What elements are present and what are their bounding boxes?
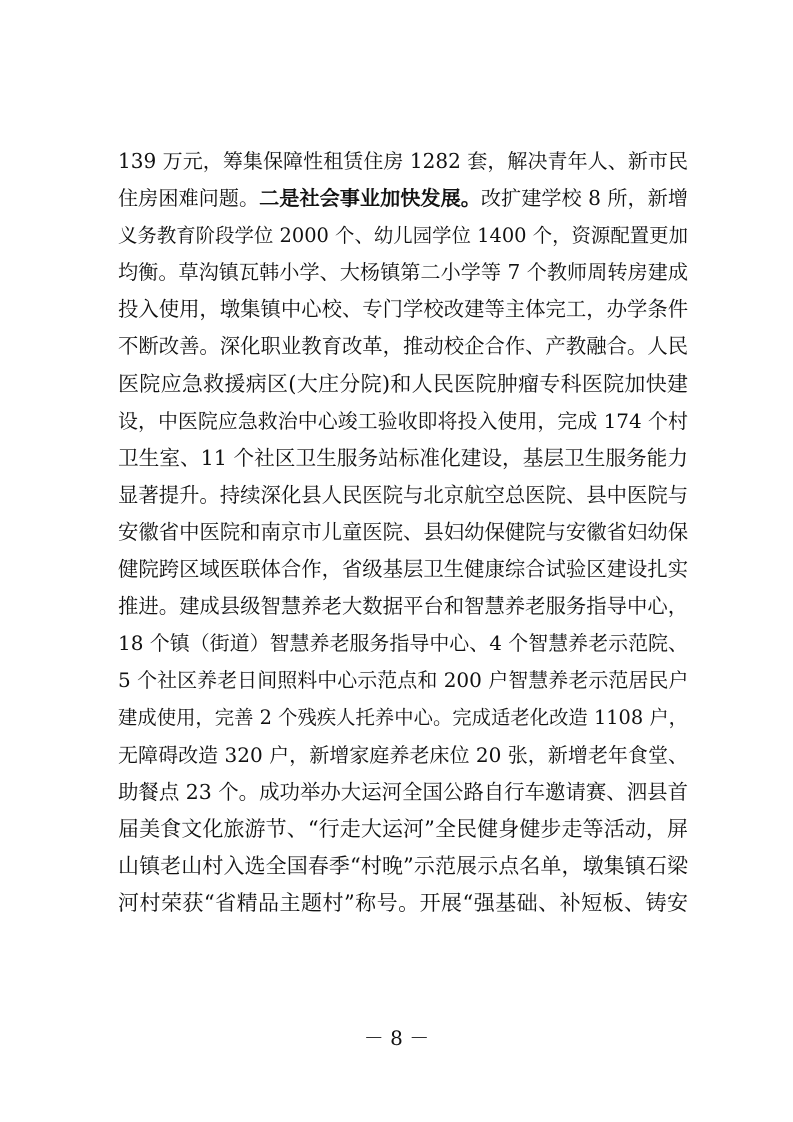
text-line: 5 个社区养老日间照料中心示范点和 200 户智慧养老示范居民户 (118, 668, 689, 693)
text-line: 医院应急救援病区(大庄分院)和人民医院肿瘤专科医院加快建 (118, 371, 688, 396)
text-line: 山镇老山村入选全国春季“村晚”示范展示点名单，墩集镇石梁 (118, 853, 688, 878)
text-line: 卫生室、11 个社区卫生服务站标准化建设，基层卫生服务能力 (118, 445, 688, 470)
text-line: 设，中医院应急救治中心竣工验收即将投入使用，完成 174 个村 (118, 408, 688, 433)
text-line: 不断改善。深化职业教育改革，推动校企合作、产教融合。人民 (118, 334, 689, 359)
body-paragraph (118, 143, 688, 922)
bold-heading-run: 二是社会事业加快发展。 (259, 186, 481, 211)
text-line: 18 个镇（街道）智慧养老服务指导中心、4 个智慧养老示范院、 (118, 631, 688, 656)
page-number: － 8 － (363, 1026, 430, 1050)
text-line (118, 180, 688, 217)
text-run: 改扩建学校 8 所，新增 (480, 186, 688, 211)
text-line: 显著提升。持续深化县人民医院与北京航空总医院、县中医院与 (118, 482, 689, 507)
text-line: 安徽省中医院和南京市儿童医院、县妇幼保健院与安徽省妇幼保 (118, 519, 689, 544)
text-line: 均衡。草沟镇瓦韩小学、大杨镇第二小学等 7 个教师周转房建成 (118, 260, 688, 285)
text-run: 住房困难问题。 (118, 186, 260, 211)
text-line: 助餐点 23 个。成功举办大运河全国公路自行车邀请赛、泗县首 (118, 779, 688, 804)
text-line: 139 万元，筹集保障性租赁住房 1282 套，解决青年人、新市民 (118, 149, 688, 173)
text-line: 义务教育阶段学位 2000 个、幼儿园学位 1400 个，资源配置更加 (118, 224, 688, 248)
text-line: 建成使用，完善 2 个残疾人托养中心。完成适老化改造 1108 户， (118, 706, 688, 730)
text-line: 健院跨区域医联体合作，省级基层卫生健康综合试验区建设扎实 (118, 557, 689, 582)
text-line: 河村荣获“省精品主题村”称号。开展“强基础、补短板、铸安 (118, 890, 688, 915)
text-line: 届美食文化旅游节、“行走大运河”全民健身健步走等活动，屏 (118, 816, 688, 841)
text-line: 投入使用，墩集镇中心校、专门学校改建等主体完工，办学条件 (118, 297, 689, 322)
text-line: 推进。建成县级智慧养老大数据平台和智慧养老服务指导中心， (118, 594, 689, 619)
text-line: 无障碍改造 320 户，新增家庭养老床位 20 张，新增老年食堂、 (118, 742, 688, 767)
